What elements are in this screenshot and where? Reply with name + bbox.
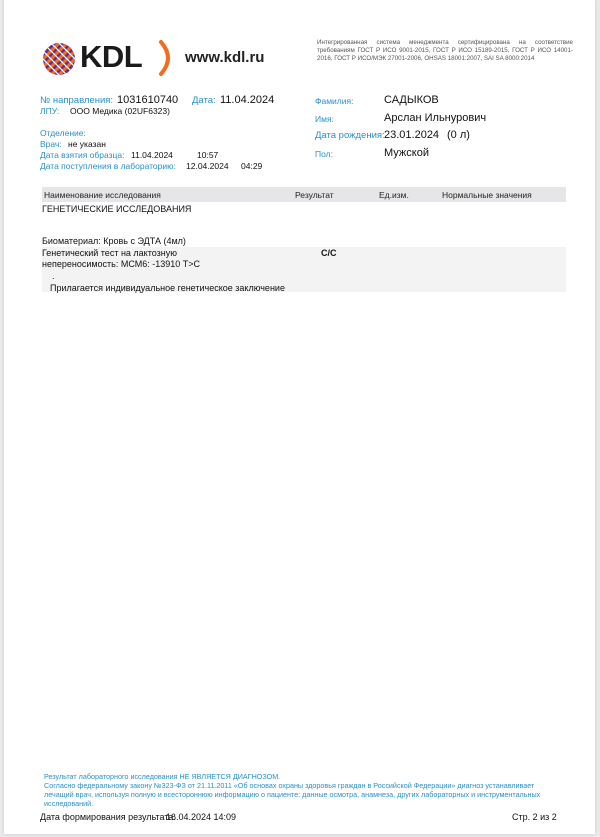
- lab-date-label: Дата поступления в лабораторию:: [40, 161, 176, 171]
- test-result: C/C: [321, 248, 337, 258]
- sex-value: Мужской: [384, 147, 429, 159]
- referral-value: 1031610740: [117, 94, 179, 106]
- name-value: Арслан Ильнурович: [384, 112, 487, 124]
- row-dot: .: [52, 271, 55, 281]
- test-name-line2: непереносимость: МСМ6: -13910 T>C: [42, 259, 201, 269]
- kdl-logo-icon: [42, 42, 76, 76]
- attachment-note: Прилагается индивидуальное генетическое заключение: [50, 283, 285, 293]
- test-name-line1: Генетический тест на лактозную: [42, 248, 177, 258]
- not-diagnosis-text: Результат лабораторного исследования НЕ ЯВЛЯЕТСЯ ДИАГНОЗОМ.: [44, 772, 281, 781]
- column-header-test: Наименование исследования: [44, 190, 161, 200]
- sex-label: Пол:: [315, 149, 333, 159]
- dob-label: Дата рождения:: [315, 130, 385, 141]
- footer-disclaimer: [44, 772, 554, 808]
- column-header-units: Ед.изм.: [379, 190, 409, 200]
- lpu-value: ООО Медика (02UF6323): [70, 106, 170, 116]
- lab-date-value: 12.04.2024: [186, 161, 229, 171]
- brand-url: www.kdl.ru: [185, 49, 265, 66]
- brand-logo-text: KDL: [80, 39, 143, 74]
- generated-value: 16.04.2024 14:09: [166, 812, 237, 822]
- doctor-label: Врач:: [40, 139, 62, 149]
- surname-label: Фамилия:: [315, 96, 354, 106]
- dob-value: 23.01.2024: [384, 129, 440, 141]
- biomaterial: Биоматериал: Кровь с ЭДТА (4мл): [42, 236, 186, 246]
- column-header-result: Результат: [295, 190, 334, 200]
- brand-chevron-icon: [157, 40, 179, 76]
- certification-text: Интегрированная система менеджмента сертифицирована на соответствие требованиям ГОСТ Р ИСО 9001-2015, ГОСТ Р ИСО 15189-2015, ГОСТ Р ИСО 14001-2016, ГОСТ Р ИСО/МЭК 27001-2006, OHSAS 18001:2007, SAI SA 8000:2014: [317, 39, 573, 62]
- department-label: Отделение:: [40, 128, 86, 138]
- date-value: 11.04.2024: [220, 94, 275, 106]
- law-text: Согласно федеральному закону №323-ФЗ от 21.11.2011 «Об основах охраны здоровья граждан в Российской Федерации» диагноз устанавливает лечащий врач, используя полную и всестороннюю информацию о пациенте: данные осмотра, анамнеза, других лабораторных и инструментальных исследований.: [44, 781, 541, 808]
- referral-label: № направления:: [40, 95, 114, 106]
- name-label: Имя:: [315, 114, 334, 124]
- document-page: [4, 0, 595, 834]
- results-table-header: [42, 187, 566, 202]
- lpu-label: ЛПУ:: [40, 106, 60, 116]
- date-label: Дата:: [192, 95, 216, 106]
- doctor-value: не указан: [68, 139, 106, 149]
- page-number: Стр. 2 из 2: [512, 812, 557, 822]
- lab-time-value: 04:29: [241, 161, 263, 171]
- sample-time-value: 10:57: [197, 150, 219, 160]
- section-title: ГЕНЕТИЧЕСКИЕ ИССЛЕДОВАНИЯ: [42, 204, 192, 214]
- sample-date-label: Дата взятия образца:: [40, 150, 125, 160]
- generated-label: Дата формирования результата:: [40, 812, 176, 822]
- sample-date-value: 11.04.2024: [131, 150, 173, 160]
- age-value: (0 л): [447, 129, 470, 141]
- column-header-reference: Нормальные значения: [442, 190, 532, 200]
- surname-value: САДЫКОВ: [384, 94, 439, 106]
